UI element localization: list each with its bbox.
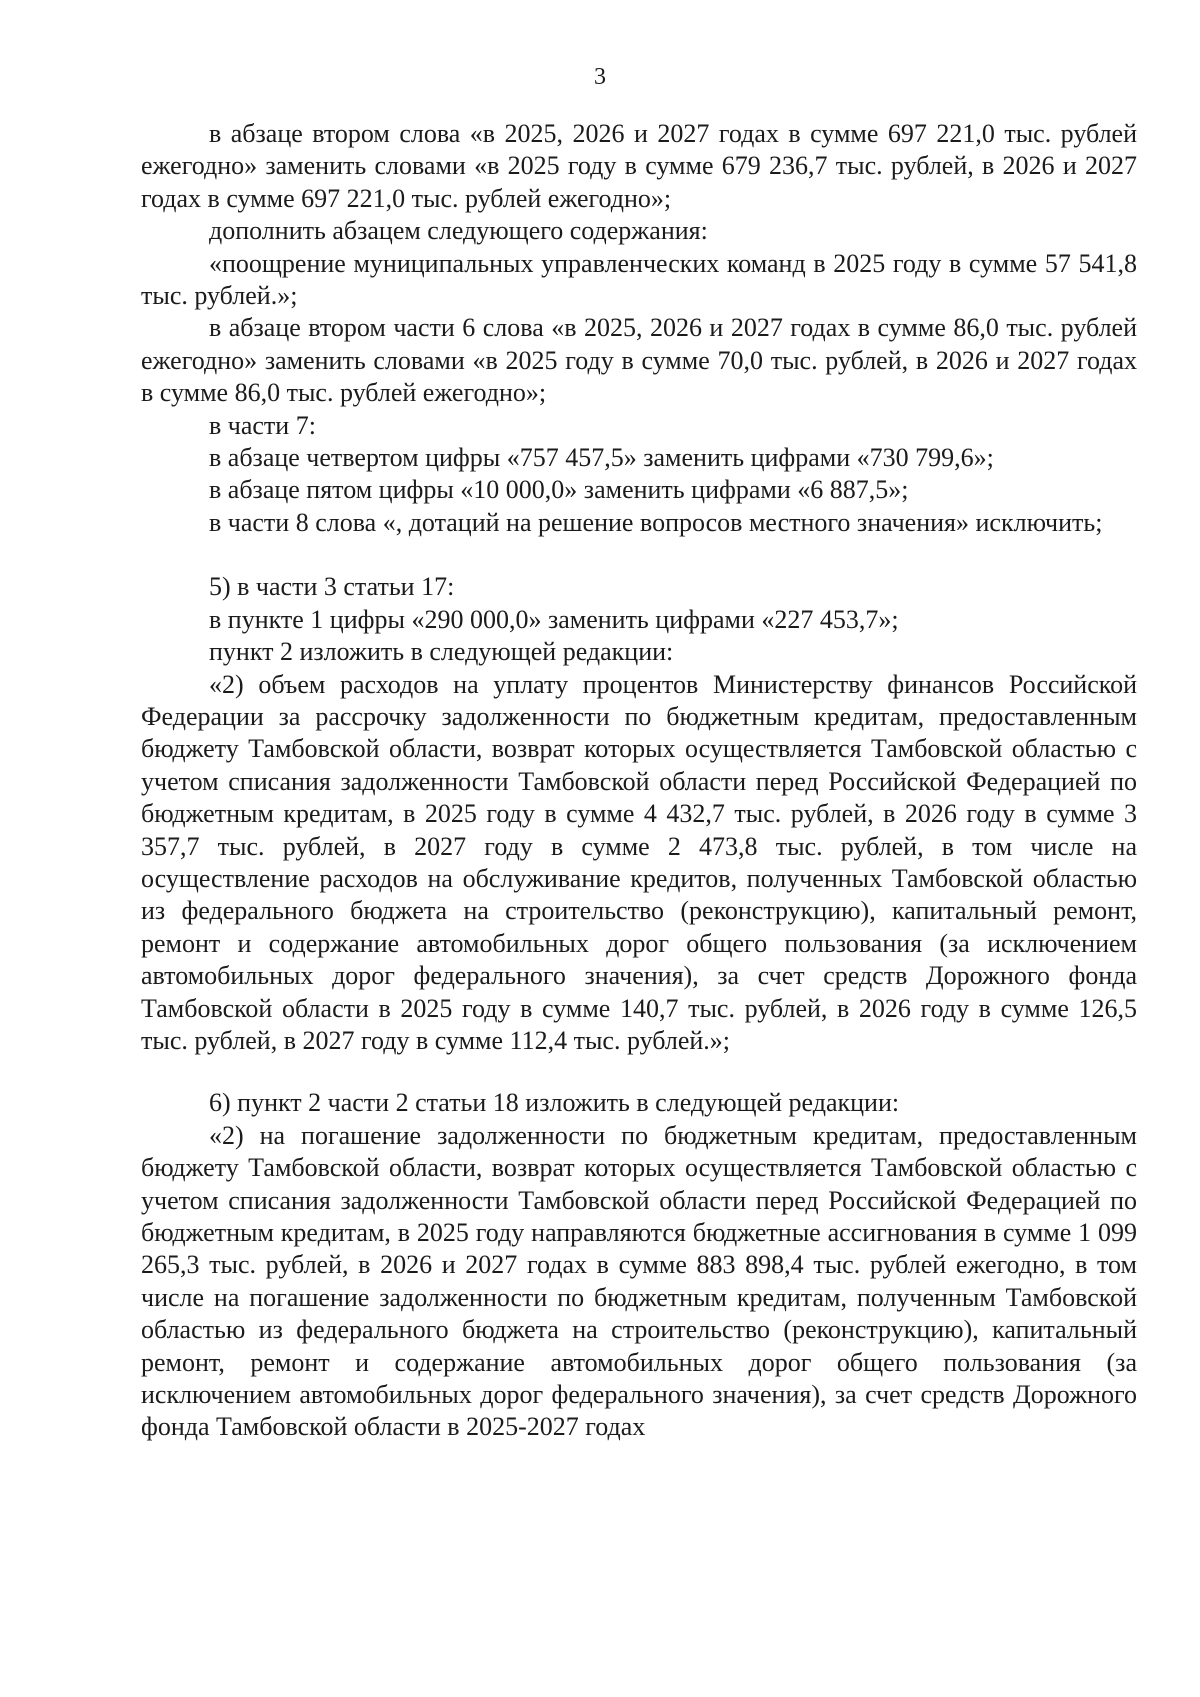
paragraph: в абзаце втором слова «в 2025, 2026 и 2027 годах в сумме 697 221,0 тыс. рублей ежегодно» заменить словами «в 2025 году в сумме 679 236,7 тыс. рублей, в 2026 и 2027 годах в сумме 697 221,0 тыс. рублей ежегодно»; [141,119,1137,213]
paragraph: «поощрение муниципальных управленческих команд в 2025 году в сумме 57 541,8 тыс. рублей.»; [141,248,1137,311]
paragraph: в пункте 1 цифры «290 000,0» заменить цифрами «227 453,7»; [209,604,899,634]
paragraph: в части 8 слова «, дотаций на решение вопросов местного значения» исключить; [209,507,1103,537]
paragraph: в абзаце четвертом цифры «757 457,5» заменить цифрами «730 799,6»; [209,443,994,473]
document-body [141,118,1137,1444]
paragraph: в части 7: [209,410,316,440]
paragraph: пункт 2 изложить в следующей редакции: [209,637,674,667]
paragraph: дополнить абзацем следующего содержания: [209,216,708,246]
paragraph: в абзаце пятом цифры «10 000,0» заменить цифрами «6 887,5»; [209,475,909,505]
paragraph: в абзаце втором части 6 слова «в 2025, 2026 и 2027 годах в сумме 86,0 тыс. рублей ежегодно» заменить словами «в 2025 году в сумме 70,0 тыс. рублей, в 2026 и 2027 годах в сумме 86,0 тыс. рублей ежегодно»; [141,313,1137,408]
paragraph: «2) объем расходов на уплату процентов Министерству финансов Российской Федерации за рассрочку задолженности по бюджетным кредитам, предоставленным бюджету Тамбовской области, возврат которых осуществляется Тамбовской областью с учетом списания задолженности Тамбовской области перед Российской Федерацией по бюджетным кредитам, в 2025 году в сумме 4 432,7 тыс. рублей, в 2026 году в сумме 3 357,7 тыс. рублей, в 2027 году в сумме 2 473,8 тыс. рублей, в том числе на осуществление расходов на обслуживание кредитов, полученных Тамбовской областью из федерального бюджета на строительство (реконструкцию), капитальный ремонт, ремонт и содержание автомобильных дорог общего пользования (за исключением автомобильных дорог федерального значения), за счет средств Дорожного фонда Тамбовской области в 2025 году в сумме 140,7 тыс. рублей, в 2026 году в сумме 126,5 тыс. рублей, в 2027 году в сумме 112,4 тыс. рублей.»; [141,669,1137,1055]
page-number: 3 [594,64,606,90]
paragraph: «2) на погашение задолженности по бюджетным кредитам, предоставленным бюджету Тамбовской области, возврат которых осуществляется Тамбовской областью с учетом списания задолженности Тамбовской области перед Российской Федерацией по бюджетным кредитам, в 2025 году направляются бюджетные ассигнования в сумме 1 099 265,3 тыс. рублей, в 2026 и 2027 годах в сумме 883 898,4 тыс. рублей ежегодно, в том числе на погашение задолженности по бюджетным кредитам, полученным Тамбовской областью из федерального бюджета на строительство (реконструкцию), капитальный ремонт, ремонт и содержание автомобильных дорог общего пользования (за исключением автомобильных дорог федерального значения), за счет средств Дорожного фонда Тамбовской области в 2025-2027 годах [141,1120,1137,1442]
section-heading: 5) в части 3 статьи 17: [209,572,455,602]
section-heading: 6) пункт 2 части 2 статьи 18 изложить в следующей редакции: [209,1088,900,1118]
